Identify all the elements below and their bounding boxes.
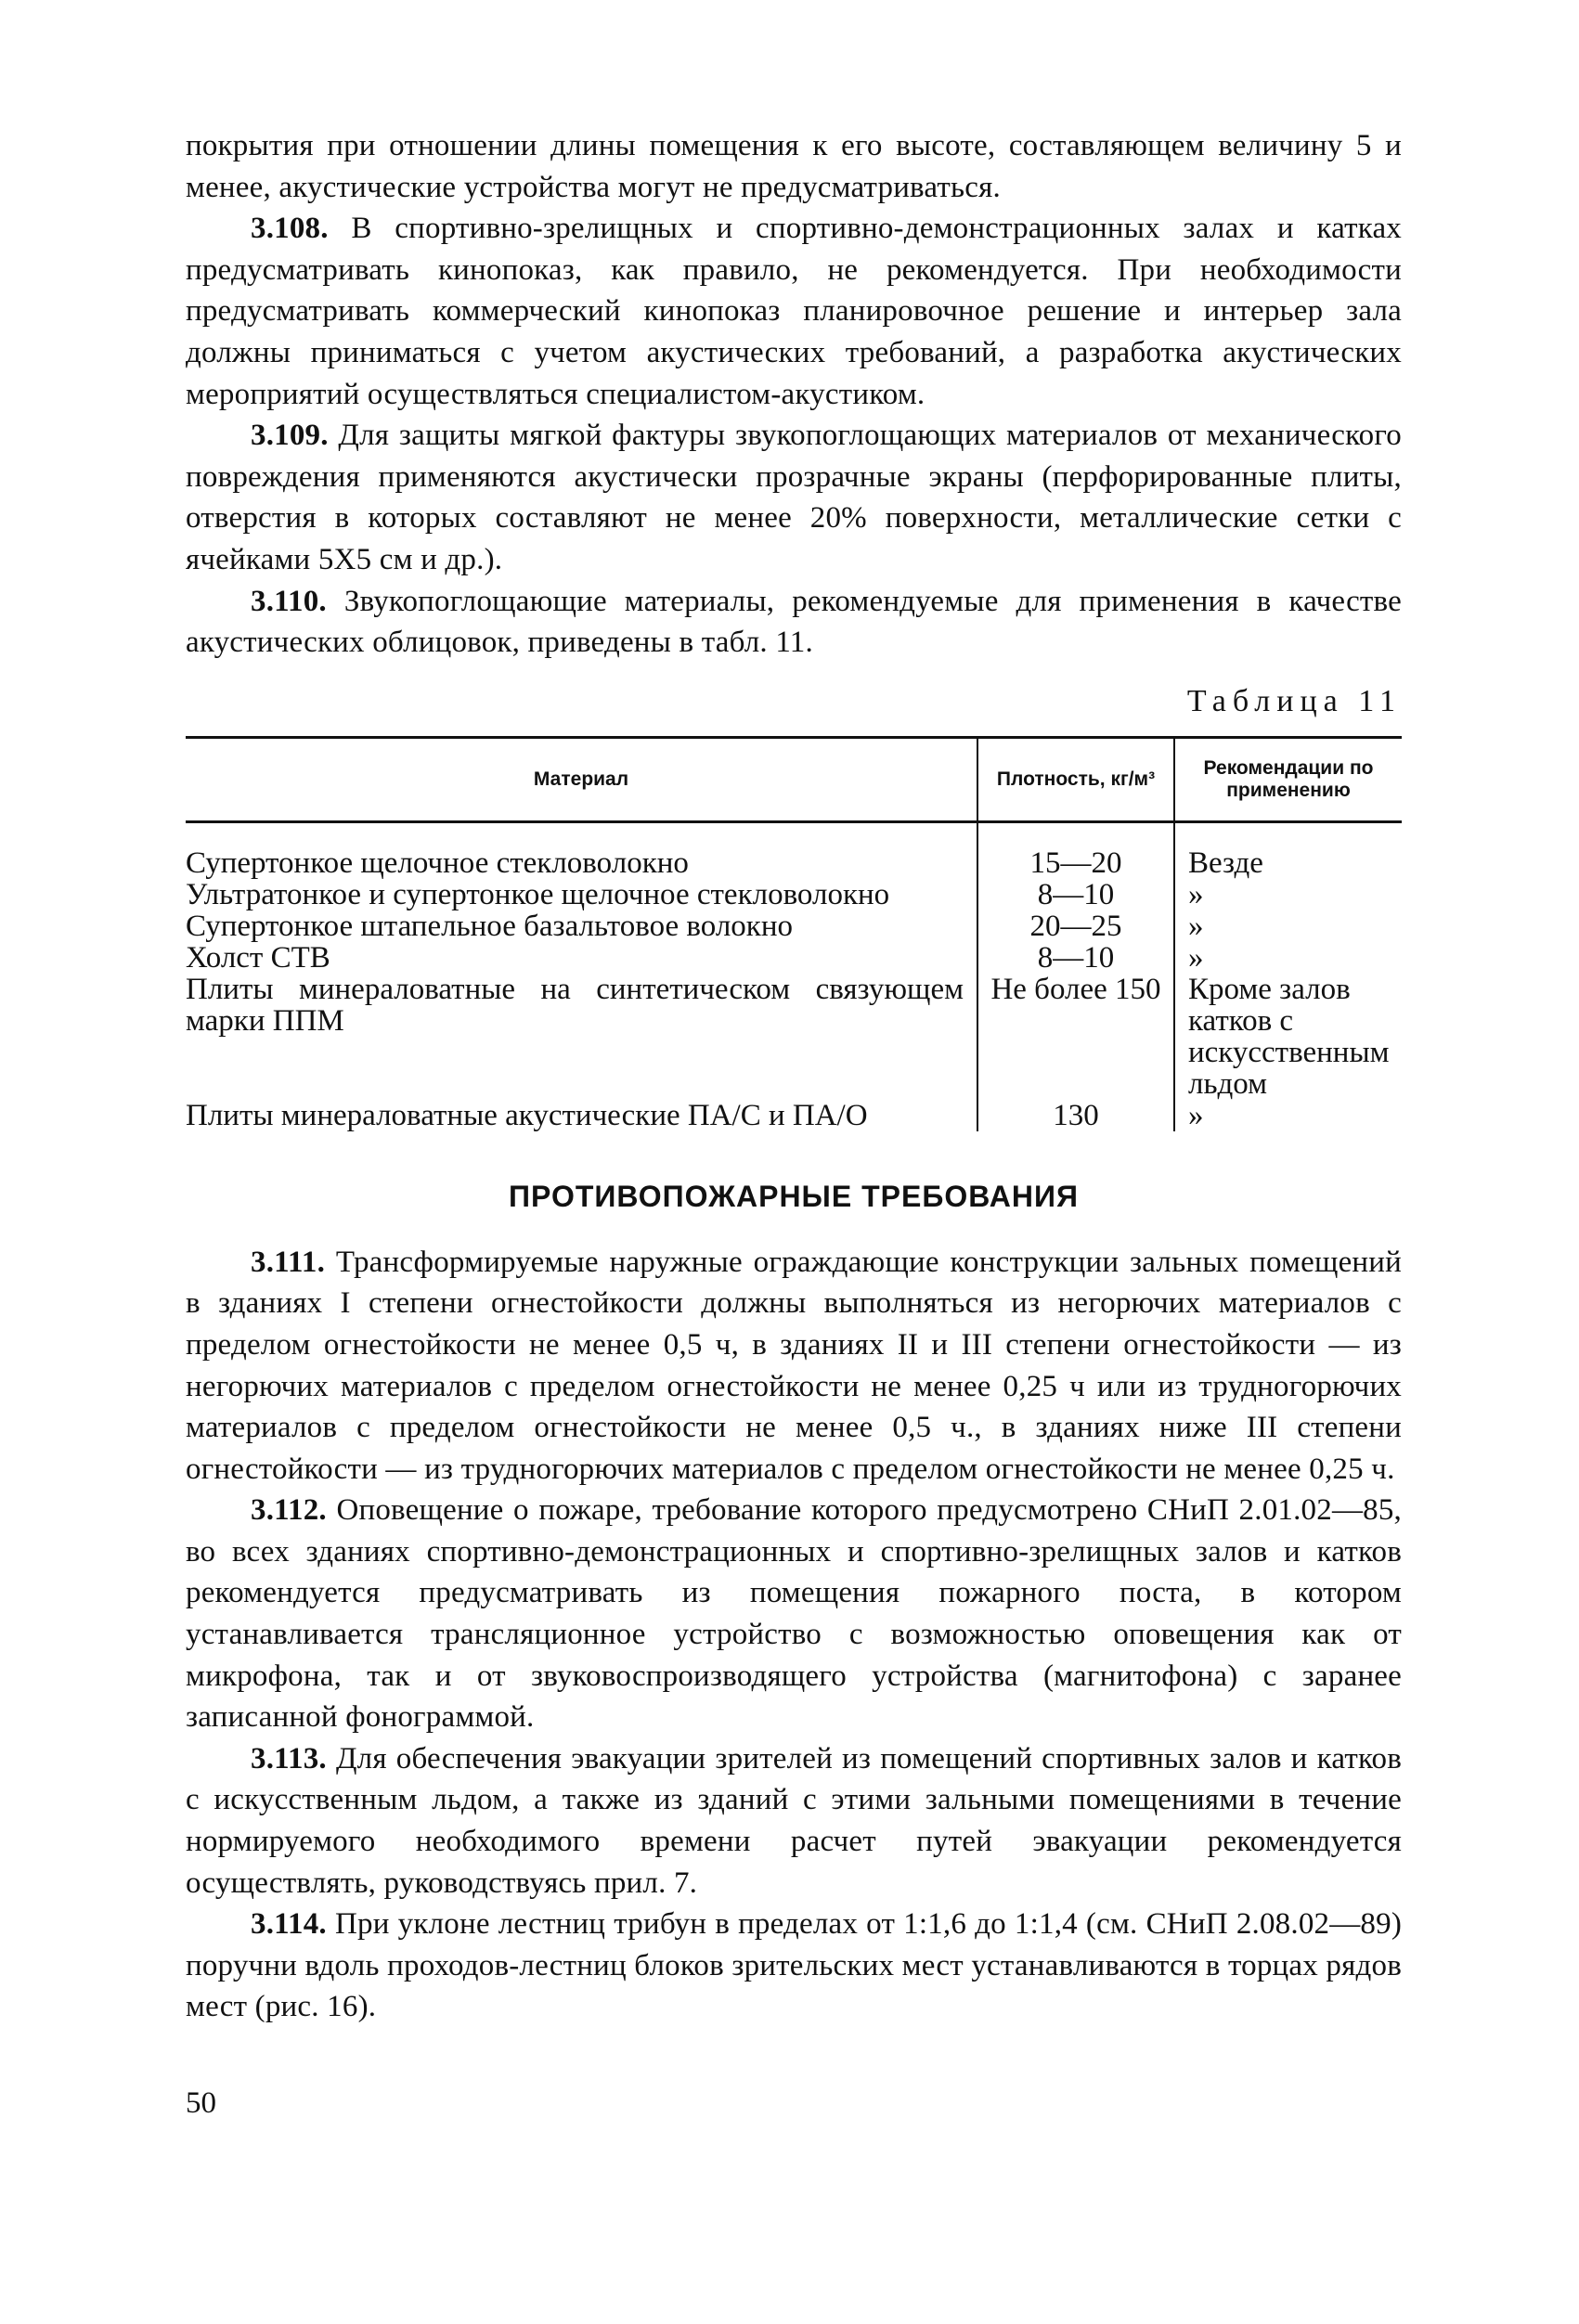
paragraph-3-113: [186, 1738, 1402, 1904]
cell-density: 130: [977, 1100, 1174, 1131]
paragraph-3-110: [186, 581, 1402, 664]
table-row: [186, 942, 1402, 974]
cell-material: Ультратонкое и супертонкое щелочное стекловолокно: [186, 877, 890, 911]
cell-density: 20—25: [977, 910, 1174, 942]
paragraph-text: В спортивно-зрелищных и спортивно-демонстрационных залах и катках предусматривать кинопоказ, как правило, не рекомендуется. При необходимости предусматривать коммерческий кинопоказ планировочное решение и интерьер зала должны приниматься с учетом акустических требований, а разработка акустических мероприятий осуществляться специалистом-акустиком.: [186, 212, 1402, 411]
cell-recommendation: »: [1174, 1100, 1402, 1131]
header-density: Плотность, кг/м³: [977, 737, 1174, 821]
header-material: Материал: [186, 737, 977, 821]
paragraph-continuation: покрытия при отношении длины помещения к его высоте, составляющем величину 5 и менее, акустические устройства могут не предусматриваться.: [186, 129, 1402, 204]
table-row: [186, 821, 1402, 879]
table-row: [186, 879, 1402, 910]
header-recommendations: Рекомендации по применению: [1174, 737, 1402, 821]
paragraph-text: Для защиты мягкой фактуры звукопоглощающих материалов от механического повреждения применяются акустически прозрачные экраны (перфорированные плиты, отверстия в которых составляют не менее 20% поверхности, металлические сетки с ячейками 5Х5 см и др.).: [186, 419, 1402, 576]
paragraph-text: При уклоне лестниц трибун в пределах от 1:1,6 до 1:1,4 (см. СНиП 2.08.02—89) поручни вдоль проходов-лестниц блоков зрительских мест устанавливаются в торцах рядов мест (рис. 16).: [186, 1907, 1403, 2024]
materials-table: [186, 736, 1402, 1131]
paragraph-3-111: [186, 1242, 1402, 1491]
paragraph-3-112: [186, 1490, 1402, 1738]
table-header-row: [186, 737, 1402, 821]
cell-density: 15—20: [977, 821, 1174, 879]
table-caption: Таблица 11: [1186, 683, 1402, 718]
section-heading: ПРОТИВОПОЖАРНЫЕ ТРЕБОВАНИЯ: [509, 1179, 1079, 1213]
paragraph-number: 3.109.: [251, 419, 329, 453]
paragraph-3-114: [186, 1904, 1402, 2028]
cell-material: Плиты минераловатные акустические ПА/С и ПА/О: [186, 1098, 868, 1132]
document-page: [186, 125, 1402, 2028]
cell-recommendation: Кроме залов катков с искусственным льдом: [1174, 974, 1402, 1100]
paragraph-number: 3.114.: [251, 1907, 327, 1942]
paragraph-3-108: [186, 208, 1402, 415]
paragraph-number: 3.108.: [251, 212, 329, 246]
table-row: [186, 910, 1402, 942]
cell-recommendation: Везде: [1174, 821, 1402, 879]
paragraph-number: 3.113.: [251, 1741, 327, 1775]
cell-recommendation: »: [1174, 942, 1402, 974]
page-number: 50: [186, 2086, 216, 2120]
cell-recommendation: »: [1174, 879, 1402, 910]
table-row: [186, 974, 1402, 1100]
paragraph-3-109: [186, 415, 1402, 580]
paragraph-number: 3.110.: [251, 584, 327, 618]
paragraph-number: 3.112.: [251, 1493, 327, 1528]
paragraph-text: Звукопоглощающие материалы, рекомендуемые для применения в качестве акустических облицовок, приведены в табл. 11.: [186, 584, 1402, 660]
cell-material: Супертонкое штапельное базальтовое волокно: [186, 909, 793, 943]
paragraph-text: Оповещение о пожаре, требование которого предусмотрено СНиП 2.01.02—85, во всех зданиях спортивно-демонстрационных и спортивно-зрелищных залов и катков рекомендуется предусматривать из помещения пожарного поста, в котором устанавливается трансляционное устройство с возможностью оповещения как от микрофона, так и от звуковоспроизводящего устройства (магнитофона) с заранее записанной фонограммой.: [186, 1493, 1402, 1735]
paragraph-number: 3.111.: [251, 1245, 326, 1279]
cell-density: Не более 150: [977, 974, 1174, 1100]
cell-material: Холст СТВ: [186, 940, 330, 975]
cell-density: 8—10: [977, 942, 1174, 974]
cell-density: 8—10: [977, 879, 1174, 910]
cell-material: Плиты минераловатные на синтетическом связующем марки ППМ: [186, 972, 964, 1038]
cell-recommendation: »: [1174, 910, 1402, 942]
paragraph-text: Для обеспечения эвакуации зрителей из помещений спортивных залов и катков с искусственным льдом, а также из зданий с этими зальными помещениями в течение нормируемого необходимого времени расчет путей эвакуации рекомендуется осуществлять, руководствуясь прил. 7.: [186, 1741, 1402, 1900]
table-row: [186, 1100, 1402, 1131]
paragraph-text: Трансформируемые наружные ограждающие конструкции зальных помещений в зданиях I степени огнестойкости должны выполняться из негорючих материалов с пределом огнестойкости не менее 0,5 ч, в зданиях II и III степени огнестойкости — из негорючих материалов с пределом огнестойкости не менее 0,25 ч или из трудногорючих материалов с пределом огнестойкости не менее 0,5 ч., в зданиях ниже III степени огнестойкости — из трудногорючих материалов с пределом огнестойкости не менее 0,25 ч.: [186, 1245, 1402, 1486]
cell-material: Супертонкое щелочное стекловолокно: [186, 846, 689, 880]
